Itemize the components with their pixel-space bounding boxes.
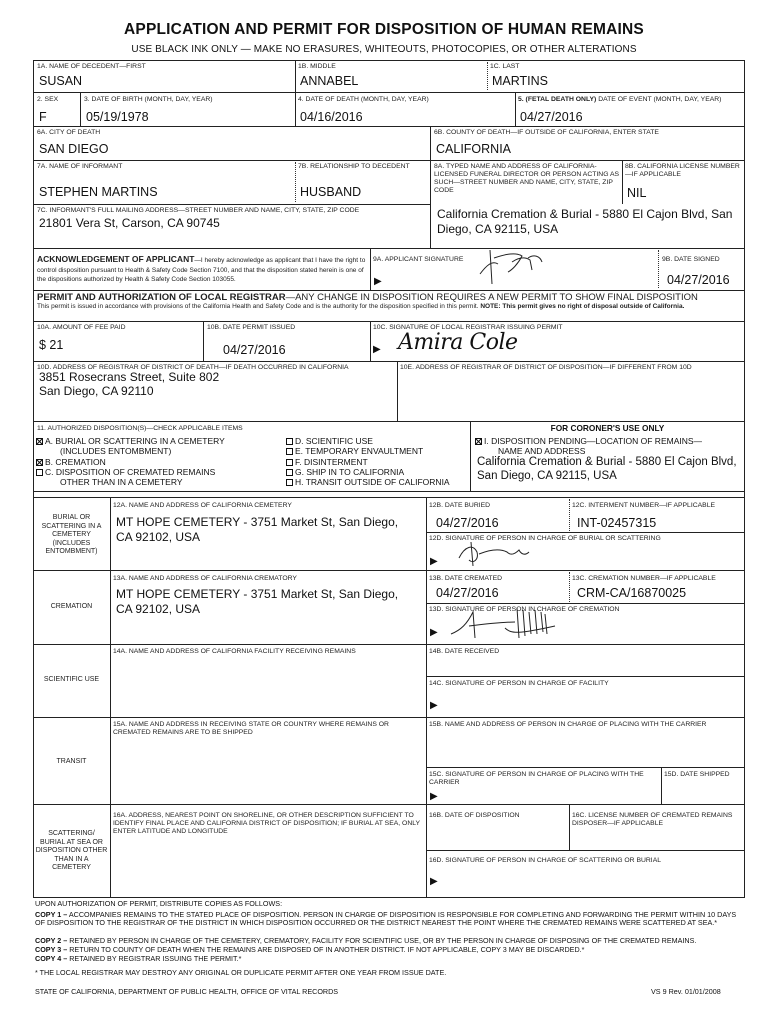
funeral-director-field[interactable]: California Cremation & Burial - 5880 El Cajon Blvd, San Diego, CA 92115, USA bbox=[437, 207, 733, 236]
coroner-location-field[interactable]: California Cremation & Burial - 5880 El Cajon Blvd, San Diego, CA 92115, USA bbox=[477, 456, 737, 482]
informant-address-field[interactable]: 21801 Vera St, Carson, CA 90745 bbox=[39, 216, 220, 230]
option-i-sub: NAME AND ADDRESS bbox=[498, 446, 586, 456]
burial-signature-label: 12D. SIGNATURE OF PERSON IN CHARGE OF BURIAL OR SCATTERING bbox=[429, 535, 661, 542]
sex-field[interactable]: F bbox=[39, 110, 47, 124]
dod-field[interactable]: 04/16/2016 bbox=[300, 110, 363, 124]
footer-state: STATE OF CALIFORNIA, DEPARTMENT OF PUBLIC HEALTH, OFFICE OF VITAL RECORDS bbox=[35, 987, 339, 996]
checkbox-h[interactable] bbox=[286, 479, 293, 486]
cemetery-name-label: 12A. NAME AND ADDRESS OF CALIFORNIA CEMETERY bbox=[113, 502, 292, 509]
last-name-label: 1C. LAST bbox=[490, 63, 520, 70]
relationship-label: 7B. RELATIONSHIP TO DECEDENT bbox=[298, 163, 410, 170]
option-c[interactable]: C. DISPOSITION OF CREMATED REMAINS bbox=[36, 467, 215, 477]
funeral-director-label: 8A. TYPED NAME AND ADDRESS OF CALIFORNIA-LICENSED FUNERAL DIRECTOR OR PERSON ACTING AS SUCH—STREET NUMBER AND NAME, CITY, STATE, ZIP CODE bbox=[434, 163, 620, 194]
disposer-license-label: 16C. LICENSE NUMBER OF CREMATED REMAINS DISPOSER—IF APPLICABLE bbox=[572, 812, 733, 827]
cremation-number-label: 13C. CREMATION NUMBER—IF APPLICABLE bbox=[572, 575, 716, 582]
page-subtitle: USE BLACK INK ONLY — MAKE NO ERASURES, WHITEOUTS, PHOTOCOPIES, OR OTHER ALTERATIONS bbox=[131, 44, 637, 55]
registrar-address-line2[interactable]: San Diego, CA 92110 bbox=[39, 384, 154, 398]
first-name-field[interactable]: SUSAN bbox=[39, 74, 83, 88]
cremation-number-field[interactable]: CRM-CA/16870025 bbox=[577, 586, 687, 600]
cremation-signature-arrow-icon: ▶ bbox=[430, 627, 438, 638]
dod-label: 4. DATE OF DEATH (MONTH, DAY, YEAR) bbox=[298, 96, 429, 103]
facility-signature-arrow-icon: ▶ bbox=[430, 700, 438, 711]
city-label: 6A. CITY OF DEATH bbox=[37, 129, 101, 136]
license-label: 8B. CALIFORNIA LICENSE NUMBER—IF APPLICABLE bbox=[625, 163, 740, 178]
applicant-signature-arrow-icon: ▶ bbox=[374, 276, 382, 287]
informant-name-label: 7A. NAME OF INFORMANT bbox=[37, 163, 123, 170]
date-cremated-field[interactable]: 04/27/2016 bbox=[436, 586, 499, 600]
transit-section-title: TRANSIT bbox=[56, 758, 87, 765]
county-field[interactable]: CALIFORNIA bbox=[436, 142, 512, 156]
date-issued-field[interactable]: 04/27/2016 bbox=[223, 343, 286, 357]
fee-field[interactable]: $ 21 bbox=[39, 338, 64, 352]
registrar-address-line1[interactable]: 3851 Rosecrans Street, Suite 802 bbox=[39, 370, 220, 384]
checkbox-d[interactable] bbox=[286, 438, 293, 445]
carrier-signature-label: 15C. SIGNATURE OF PERSON IN CHARGE OF PLACING WITH THE CARRIER bbox=[429, 771, 644, 786]
interment-number-label: 12C. INTERMENT NUMBER—IF APPLICABLE bbox=[572, 502, 716, 509]
checkbox-g[interactable] bbox=[286, 469, 293, 476]
facility-signature-label: 14C. SIGNATURE OF PERSON IN CHARGE OF FACILITY bbox=[429, 680, 609, 687]
disposition-label: 11. AUTHORIZED DISPOSITION(S)—CHECK APPLICABLE ITEMS bbox=[37, 425, 243, 432]
first-name-label: 1A. NAME OF DECEDENT—FIRST bbox=[37, 63, 146, 70]
county-label: 6B. COUNTY OF DEATH—IF OUTSIDE OF CALIFORNIA, ENTER STATE bbox=[434, 129, 659, 136]
dob-label: 3. DATE OF BIRTH (MONTH, DAY, YEAR) bbox=[84, 96, 213, 103]
fetal-label-bold: 5. (FETAL DEATH ONLY) bbox=[518, 96, 597, 103]
date-shipped-label: 15D. DATE SHIPPED bbox=[664, 771, 730, 778]
copy-1: COPY 1 – ACCOMPANIES REMAINS TO THE STATED PLACE OF DISPOSITION. PERSON IN CHARGE OF DISPOSITION IS RESPONSIBLE FOR COMPLETING AND FORWARDING THE PERMIT WITHIN 10 DAYS OF DISPOSITION TO THE REGISTRAR OF THE DISTRICT IN WHICH DISPOSITION OCCURRED OR THE DISTRICT NEAREST THE POINT WHERE THE CREMATED REMAINS WERE SCATTERED AT SEA.* bbox=[35, 910, 737, 928]
middle-name-field[interactable]: ANNABEL bbox=[300, 74, 359, 88]
cremation-section-title: CREMATION bbox=[50, 603, 93, 610]
copy-3: COPY 3 – RETURN TO COUNTY OF DEATH WHEN THE REMAINS ARE DISPOSED OF IN ANOTHER DISTRICT. IF NOT APPLICABLE, COPY 3 MAY BE DISCARDED.* bbox=[35, 945, 585, 954]
option-c-sub: OTHER THAN IN A CEMETERY bbox=[60, 477, 183, 487]
option-b[interactable]: B. CREMATION bbox=[36, 457, 106, 467]
registrar-signature-label: 10C. SIGNATURE OF LOCAL REGISTRAR ISSUING PERMIT bbox=[373, 324, 563, 331]
scattering-signature-label: 16D. SIGNATURE OF PERSON IN CHARGE OF SCATTERING OR BURIAL bbox=[429, 857, 662, 864]
middle-name-label: 1B. MIDDLE bbox=[298, 63, 336, 70]
option-g[interactable]: G. SHIP IN TO CALIFORNIA bbox=[286, 467, 404, 477]
footer-revision: VS 9 Rev. 01/01/2008 bbox=[651, 987, 721, 996]
permit-note: NOTE: This permit gives no right of disposal outside of California. bbox=[480, 303, 685, 310]
footer-intro: UPON AUTHORIZATION OF PERMIT, DISTRIBUTE COPIES AS FOLLOWS: bbox=[35, 899, 283, 908]
informant-address-label: 7C. INFORMANT'S FULL MAILING ADDRESS—STREET NUMBER AND NAME, CITY, STATE, ZIP CODE bbox=[37, 207, 360, 214]
footer-note: * THE LOCAL REGISTRAR MAY DESTROY ANY ORIGINAL OR DUPLICATE PERMIT AFTER ONE YEAR FROM ISSUE DATE. bbox=[35, 968, 447, 977]
date-signed-field[interactable]: 04/27/2016 bbox=[667, 273, 730, 287]
applicant-signature[interactable] bbox=[472, 244, 562, 288]
checkbox-i-checked[interactable] bbox=[475, 438, 482, 445]
scattering-signature-arrow-icon: ▶ bbox=[430, 876, 438, 887]
coroner-heading: FOR CORONER'S USE ONLY bbox=[550, 423, 665, 433]
registrar-signature-arrow-icon: ▶ bbox=[373, 344, 381, 355]
date-signed-label: 9B. DATE SIGNED bbox=[662, 256, 720, 263]
ack-heading: ACKNOWLEDGEMENT OF APPLICANT bbox=[37, 254, 195, 264]
checkbox-a-checked[interactable] bbox=[36, 438, 43, 445]
city-field[interactable]: SAN DIEGO bbox=[39, 142, 109, 156]
checkbox-f[interactable] bbox=[286, 459, 293, 466]
burial-section-title: BURIAL OR SCATTERING IN A CEMETERY (INCLUDES ENTOMBMENT) bbox=[41, 514, 102, 555]
burial-signature-arrow-icon: ▶ bbox=[430, 556, 438, 567]
date-issued-label: 10B. DATE PERMIT ISSUED bbox=[207, 324, 296, 331]
date-buried-field[interactable]: 04/27/2016 bbox=[436, 516, 499, 530]
scientific-section-title: SCIENTIFIC USE bbox=[43, 676, 100, 683]
fetal-date-field[interactable]: 04/27/2016 bbox=[520, 110, 583, 124]
cremation-signature[interactable] bbox=[445, 604, 565, 642]
informant-name-field[interactable]: STEPHEN MARTINS bbox=[39, 185, 158, 199]
checkbox-c[interactable] bbox=[36, 469, 43, 476]
dob-field[interactable]: 05/19/1978 bbox=[86, 110, 149, 124]
permit-heading-rest: —ANY CHANGE IN DISPOSITION REQUIRES A NEW PERMIT TO SHOW FINAL DISPOSITION bbox=[285, 292, 698, 303]
interment-number-field[interactable]: INT-02457315 bbox=[577, 516, 657, 530]
registrar-address2-label: 10E. ADDRESS OF REGISTRAR OF DISTRICT OF DISPOSITION—IF DIFFERENT FROM 10D bbox=[400, 364, 692, 371]
license-field[interactable]: NIL bbox=[627, 186, 647, 200]
checkbox-b-checked[interactable] bbox=[36, 459, 43, 466]
scattering-address-label: 16A. ADDRESS, NEAREST POINT ON SHORELINE, OR OTHER DESCRIPTION SUFFICIENT TO IDENTIFY FINAL PLACE AND CALIFORNIA DISTRICT OF DISPOSITION; IF BURIAL AT SEA, ONLY ENTER LATITUDE AND LONGITUDE bbox=[113, 812, 420, 835]
cremation-signature-label: 13D. SIGNATURE OF PERSON IN CHARGE OF CREMATION bbox=[429, 606, 620, 613]
date-received-label: 14B. DATE RECEIVED bbox=[429, 648, 500, 655]
carrier-signature-arrow-icon: ▶ bbox=[430, 791, 438, 802]
relationship-field[interactable]: HUSBAND bbox=[300, 185, 362, 199]
checkbox-e[interactable] bbox=[286, 448, 293, 455]
applicant-signature-label: 9A. APPLICANT SIGNATURE bbox=[373, 256, 464, 263]
sex-label: 2. SEX bbox=[37, 96, 59, 103]
receiving-location-label: 15A. NAME AND ADDRESS IN RECEIVING STATE OR COUNTRY WHERE REMAINS OR CREMATED REMAINS ARE TO BE SHIPPED bbox=[113, 721, 389, 736]
fee-label: 10A. AMOUNT OF FEE PAID bbox=[37, 324, 126, 331]
scattering-section-title: SCATTERING/ BURIAL AT SEA OR DISPOSITION OTHER THAN IN A CEMETERY bbox=[35, 830, 108, 871]
option-a[interactable]: A. BURIAL OR SCATTERING IN A CEMETERY bbox=[36, 436, 225, 446]
burial-signature[interactable] bbox=[455, 538, 535, 568]
date-disposition-label: 16B. DATE OF DISPOSITION bbox=[429, 812, 520, 819]
registrar-address-label: 10D. ADDRESS OF REGISTRAR OF DISTRICT OF DEATH—IF DEATH OCCURRED IN CALIFORNIA bbox=[37, 364, 349, 371]
option-a-sub: (INCLUDES ENTOMBMENT) bbox=[60, 446, 172, 456]
crematory-name-label: 13A. NAME AND ADDRESS OF CALIFORNIA CREMATORY bbox=[113, 575, 297, 582]
cemetery-name-field[interactable]: MT HOPE CEMETERY - 3751 Market St, San Diego, CA 92102, USA bbox=[116, 515, 399, 544]
crematory-name-field[interactable]: MT HOPE CEMETERY - 3751 Market St, San Diego, CA 92102, USA bbox=[116, 587, 399, 616]
registrar-signature[interactable]: Amira Cole bbox=[398, 330, 518, 355]
option-f[interactable]: F. DISINTERMENT bbox=[286, 457, 368, 467]
facility-name-label: 14A. NAME AND ADDRESS OF CALIFORNIA FACILITY RECEIVING REMAINS bbox=[113, 648, 356, 655]
date-cremated-label: 13B. DATE CREMATED bbox=[429, 575, 503, 582]
option-e[interactable]: E. TEMPORARY ENVAULTMENT bbox=[286, 446, 423, 456]
option-d[interactable]: D. SCIENTIFIC USE bbox=[286, 436, 373, 446]
page-title: APPLICATION AND PERMIT FOR DISPOSITION OF HUMAN REMAINS bbox=[124, 21, 644, 38]
ack-text: —I hereby acknowledge as applicant that I have the right to control disposition pursuant to Health & Safety Code Section 7100, and that the disposition stated herein is one of the dispositions authorized by Health & Safety Code Section 103055. bbox=[37, 257, 366, 283]
copy-4: COPY 4 – RETAINED BY REGISTRAR ISSUING THE PERMIT.* bbox=[35, 954, 242, 963]
option-i[interactable]: I. DISPOSITION PENDING—LOCATION OF REMAINS— bbox=[475, 436, 702, 446]
permit-heading: PERMIT AND AUTHORIZATION OF LOCAL REGISTRAR bbox=[37, 292, 286, 303]
last-name-field[interactable]: MARTINS bbox=[492, 74, 549, 88]
copy-2: COPY 2 – RETAINED BY PERSON IN CHARGE OF THE CEMETERY, CREMATORY, FACILITY FOR SCIENTIFIC USE, OR BY THE PERSON IN CHARGE OF DISPOSING OF THE CREMATED REMAINS. bbox=[35, 936, 697, 945]
date-buried-label: 12B. DATE BURIED bbox=[429, 502, 491, 509]
option-h[interactable]: H. TRANSIT OUTSIDE OF CALIFORNIA bbox=[286, 477, 450, 487]
carrier-label: 15B. NAME AND ADDRESS OF PERSON IN CHARGE OF PLACING WITH THE CARRIER bbox=[429, 721, 707, 728]
permit-text: This permit is issued in accordance with provisions of the California Health and Safety Code and is the authority for the disposition specified in this permit. bbox=[37, 303, 479, 310]
fetal-label: DATE OF EVENT (MONTH, DAY, YEAR) bbox=[598, 96, 722, 103]
